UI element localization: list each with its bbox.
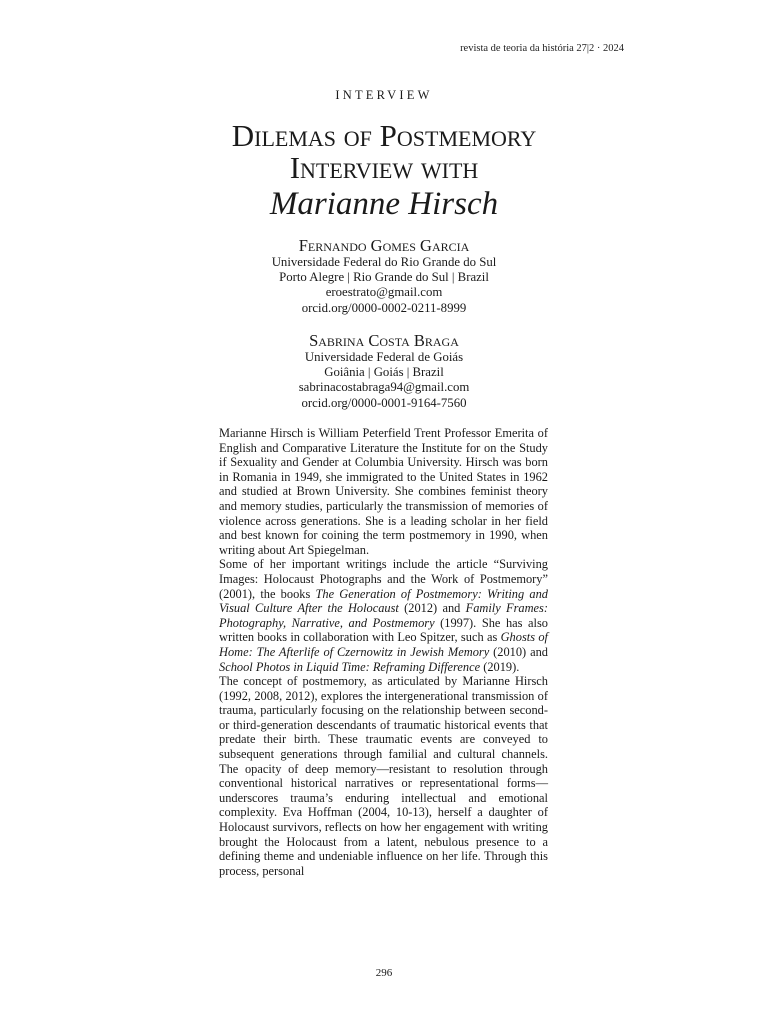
paragraph-text: Some of her important writings include the article “Surviving Images: Holocaust Photographs and the Work of Postmemory” (2001), the books <box>219 557 548 601</box>
book-title: Family Frames: Photography, Narrative, and Postmemory <box>219 601 548 630</box>
paragraph-text: (1997). She has also written books in collaboration with Leo Spitzer, such as <box>219 615 548 645</box>
paragraph-1: Marianne Hirsch is William Peterfield Trent Professor Emerita of English and Comparative Literature the Institute for on the Study if Sexuality and Gender at Columbia University. Hirsch was born in Romania in 1949, she immigrated to the United States in 1962 and studied at Brown University. She combines feminist theory and memory studies, particularly the transmission of memories of violence across generations. She is a leading scholar in her field and best known for coining the term postmemory in 1990, when writing about Art Spiegelman. <box>219 426 548 557</box>
title-line-3: Marianne Hirsch <box>269 186 499 222</box>
paragraph-text: (2019). <box>480 659 520 674</box>
body-text <box>219 426 548 878</box>
paragraph-text: (2012) and <box>398 601 466 616</box>
article-title <box>0 120 768 224</box>
paragraph-text: (2010) and <box>489 644 548 659</box>
author-name: Sabrina Costa Braga <box>309 331 459 350</box>
paragraph-3: The concept of postmemory, as articulated by Marianne Hirsch (1992, 2008, 2012), explores the intergenerational transmission of trauma, particularly focusing on the relationship between second- or third-generation descendants of traumatic historical events that predate their birth. These traumatic events are conveyed to subsequent generations through familial and cultural channels. The opacity of deep memory—resistant to resolution through conventional historical narratives or representational forms—underscores trauma’s enduring intellectual and emotional complexity. Eva Hoffman (2004, 10-13), herself a daughter of Holocaust survivors, reflects on how her engagement with writing brought the Holocaust from a latent, nebulous presence to a defining theme and undeniable influence on her life. Through this process, personal <box>219 674 548 878</box>
author-name: Fernando Gomes Garcia <box>298 236 470 255</box>
page-number: 296 <box>375 967 393 979</box>
book-title: The Generation of Postmemory: Writing and Visual Culture After the Holocaust <box>219 586 548 616</box>
author-email[interactable]: sabrinacostabraga94@gmail.com <box>298 380 470 395</box>
author-email[interactable]: eroestrato@gmail.com <box>325 285 443 300</box>
author-block-1 <box>0 236 768 316</box>
paragraph-2 <box>219 557 548 674</box>
author-affiliation: Universidade Federal do Rio Grande do Sul <box>271 255 497 269</box>
title-line-2: Interview with <box>289 150 479 185</box>
author-location: Porto Alegre | Rio Grande do Sul | Brazil <box>279 270 489 285</box>
title-line-1: Dilemas of Postmemory <box>231 118 537 153</box>
author-location: Goiânia | Goiás | Brazil <box>324 365 444 380</box>
book-title: School Photos in Liquid Time: Reframing Difference <box>219 659 481 674</box>
author-block-2 <box>0 331 768 411</box>
book-title: Ghosts of Home: The Afterlife of Czernowitz in Jewish Memory <box>219 630 548 659</box>
section-label: INTERVIEW <box>335 88 433 102</box>
author-affiliation: Universidade Federal de Goiás <box>304 350 464 364</box>
author-orcid[interactable]: orcid.org/0000-0001-9164-7560 <box>301 395 467 410</box>
running-head: revista de teoria da história 27|2 · 2024 <box>460 43 624 54</box>
author-orcid[interactable]: orcid.org/0000-0002-0211-8999 <box>301 300 467 315</box>
